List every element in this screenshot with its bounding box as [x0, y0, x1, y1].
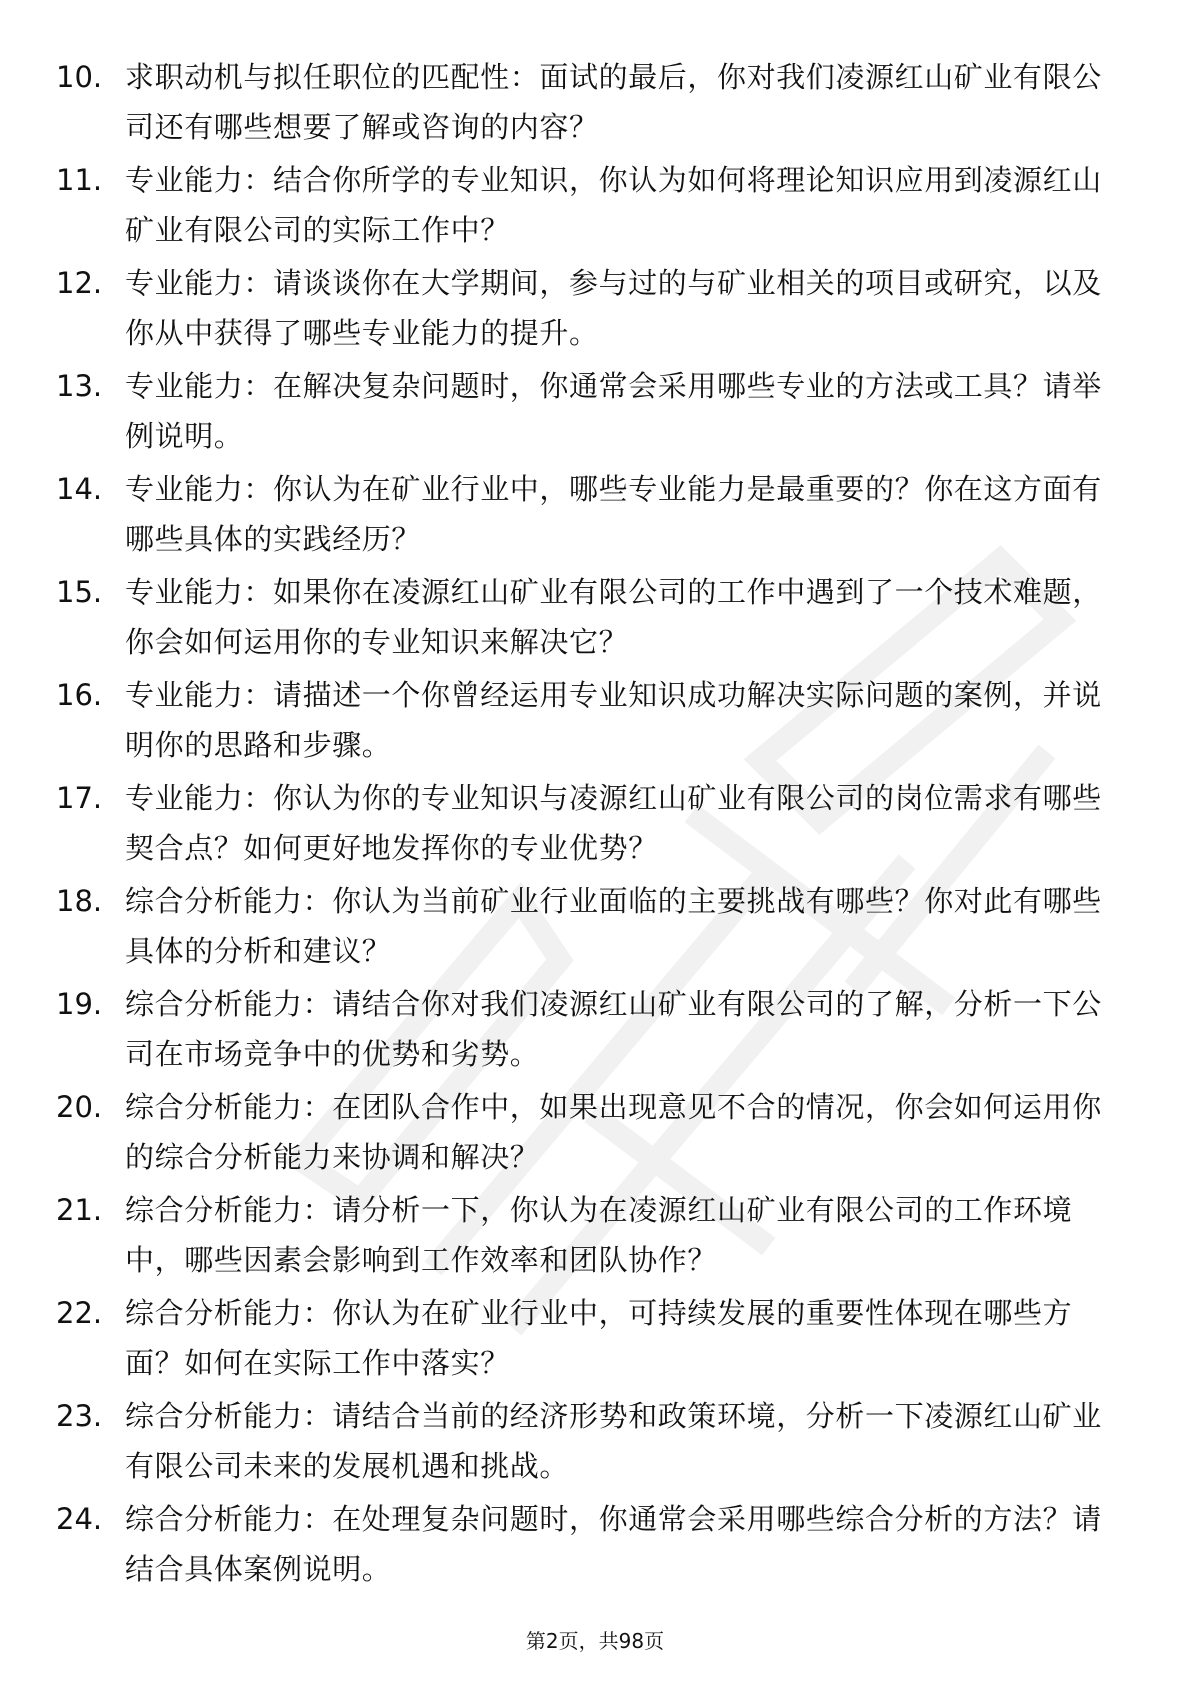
question-item	[0, 1288, 1190, 1391]
question-text: 专业能力：请描述一个你曾经运用专业知识成功解决实际问题的案例，并说明你的思路和步骤。	[125, 678, 1102, 762]
question-number: 22.	[56, 1296, 103, 1330]
question-number: 24.	[56, 1502, 103, 1536]
question-item	[0, 1494, 1190, 1597]
question-number: 21.	[56, 1193, 103, 1227]
question-text: 求职动机与拟任职位的匹配性：面试的最后，你对我们凌源红山矿业有限公司还有哪些想要了解或咨询的内容？	[125, 60, 1102, 144]
question-text: 综合分析能力：在处理复杂问题时，你通常会采用哪些综合分析的方法？请结合具体案例说明。	[125, 1502, 1102, 1586]
question-number: 23.	[56, 1399, 103, 1433]
question-number: 15.	[56, 575, 103, 609]
question-text: 专业能力：在解决复杂问题时，你通常会采用哪些专业的方法或工具？请举例说明。	[125, 369, 1102, 453]
question-text: 综合分析能力：请分析一下，你认为在凌源红山矿业有限公司的工作环境中，哪些因素会影响到工作效率和团队协作？	[125, 1193, 1073, 1277]
question-number: 18.	[56, 884, 103, 918]
question-number: 20.	[56, 1090, 103, 1124]
question-number: 16.	[56, 678, 103, 712]
question-text: 专业能力：结合你所学的专业知识，你认为如何将理论知识应用到凌源红山矿业有限公司的实际工作中？	[125, 163, 1102, 247]
question-item	[0, 1391, 1190, 1494]
page-number: 第2页，共98页	[525, 1629, 665, 1653]
question-text: 专业能力：你认为你的专业知识与凌源红山矿业有限公司的岗位需求有哪些契合点？如何更好地发挥你的专业优势？	[125, 781, 1102, 865]
question-item	[0, 1082, 1190, 1185]
question-text: 专业能力：如果你在凌源红山矿业有限公司的工作中遇到了一个技术难题，你会如何运用你的专业知识来解决它？	[125, 575, 1102, 659]
question-item	[0, 1185, 1190, 1288]
question-number: 14.	[56, 472, 103, 506]
question-item	[0, 464, 1190, 567]
question-list	[0, 52, 1190, 1597]
question-text: 综合分析能力：在团队合作中，如果出现意见不合的情况，你会如何运用你的综合分析能力来协调和解决？	[125, 1090, 1102, 1174]
question-item	[0, 979, 1190, 1082]
question-number: 13.	[56, 369, 103, 403]
question-text: 专业能力：请谈谈你在大学期间，参与过的与矿业相关的项目或研究，以及你从中获得了哪些专业能力的提升。	[125, 266, 1102, 350]
question-text: 综合分析能力：你认为在矿业行业中，可持续发展的重要性体现在哪些方面？如何在实际工作中落实？	[125, 1296, 1073, 1380]
question-item	[0, 155, 1190, 258]
question-text: 综合分析能力：请结合当前的经济形势和政策环境，分析一下凌源红山矿业有限公司未来的发展机遇和挑战。	[125, 1399, 1102, 1483]
question-number: 17.	[56, 781, 103, 815]
question-number: 12.	[56, 266, 103, 300]
question-text: 综合分析能力：请结合你对我们凌源红山矿业有限公司的了解，分析一下公司在市场竞争中的优势和劣势。	[125, 987, 1102, 1071]
question-item	[0, 773, 1190, 876]
question-number: 11.	[56, 163, 103, 197]
question-item	[0, 567, 1190, 670]
question-item	[0, 52, 1190, 155]
question-text: 专业能力：你认为在矿业行业中，哪些专业能力是最重要的？你在这方面有哪些具体的实践经历？	[125, 472, 1102, 556]
question-item	[0, 876, 1190, 979]
question-item	[0, 258, 1190, 361]
question-text: 综合分析能力：你认为当前矿业行业面临的主要挑战有哪些？你对此有哪些具体的分析和建议？	[125, 884, 1102, 968]
question-number: 10.	[56, 60, 103, 94]
question-item	[0, 361, 1190, 464]
question-number: 19.	[56, 987, 103, 1021]
question-item	[0, 670, 1190, 773]
